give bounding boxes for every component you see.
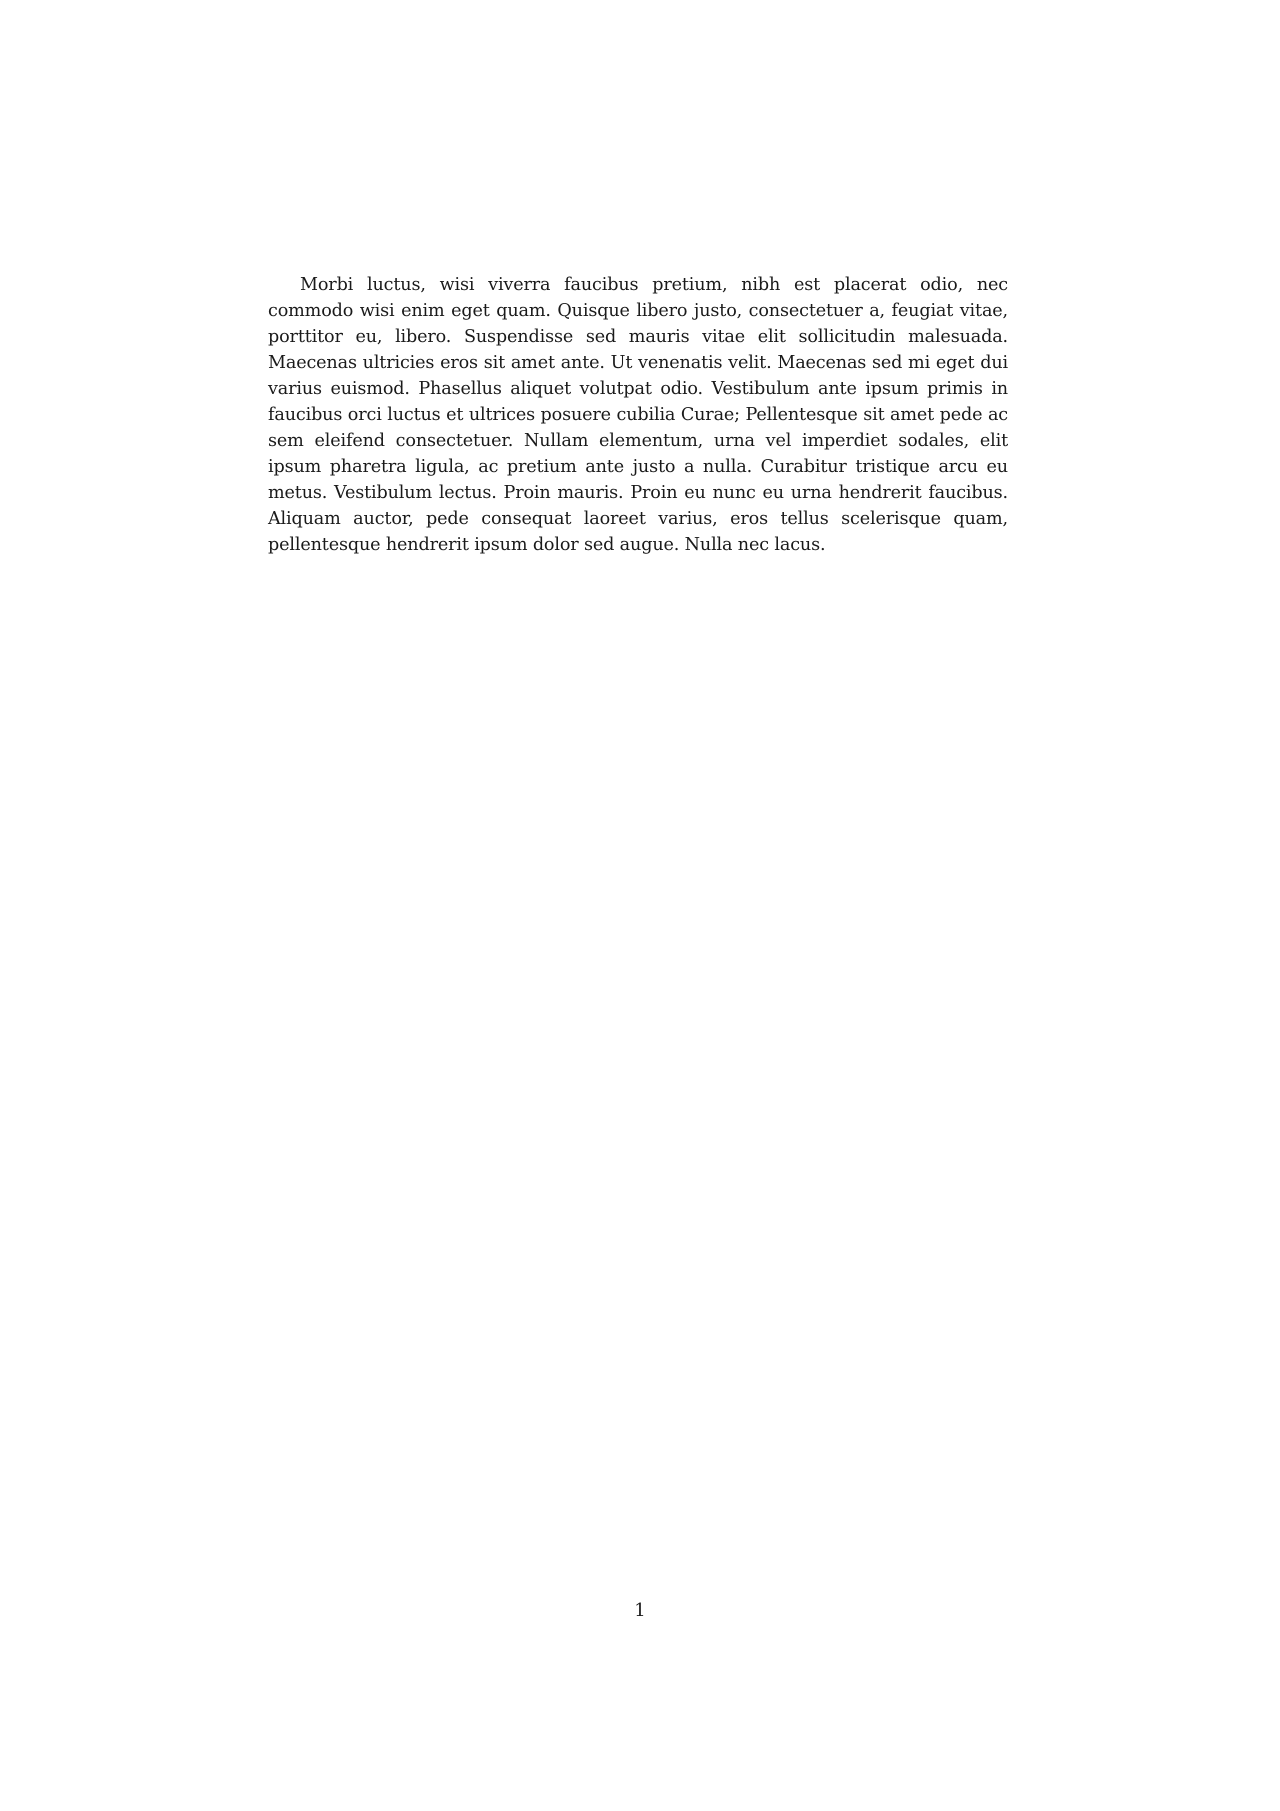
body-paragraph: Morbi luctus, wisi viverra faucibus pretium, nibh est placerat odio, nec commodo wisi enim eget quam. Quisque libero justo, consectetuer a, feugiat vitae, porttitor eu, libero. Suspendisse sed mauris vitae elit sollicitudin malesuada. Maecenas ultricies eros sit amet ante. Ut venenatis velit. Maecenas sed mi eget dui varius euismod. Phasellus aliquet volutpat odio. Vestibulum ante ipsum primis in faucibus orci luctus et ultrices posuere cubilia Curae; Pellentesque sit amet pede ac sem eleifend consectetuer. Nullam elementum, urna vel imperdiet sodales, elit ipsum pharetra ligula, ac pretium ante justo a nulla. Curabitur tristique arcu eu metus. Vestibulum lectus. Proin mauris. Proin eu nunc eu urna hendrerit faucibus. Aliquam auctor, pede consequat laoreet varius, eros tellus scelerisque quam, pellentesque hendrerit ipsum dolor sed augue. Nulla nec lacus. xyxy=(268,275,1008,555)
page-number: 1 xyxy=(634,1600,646,1621)
